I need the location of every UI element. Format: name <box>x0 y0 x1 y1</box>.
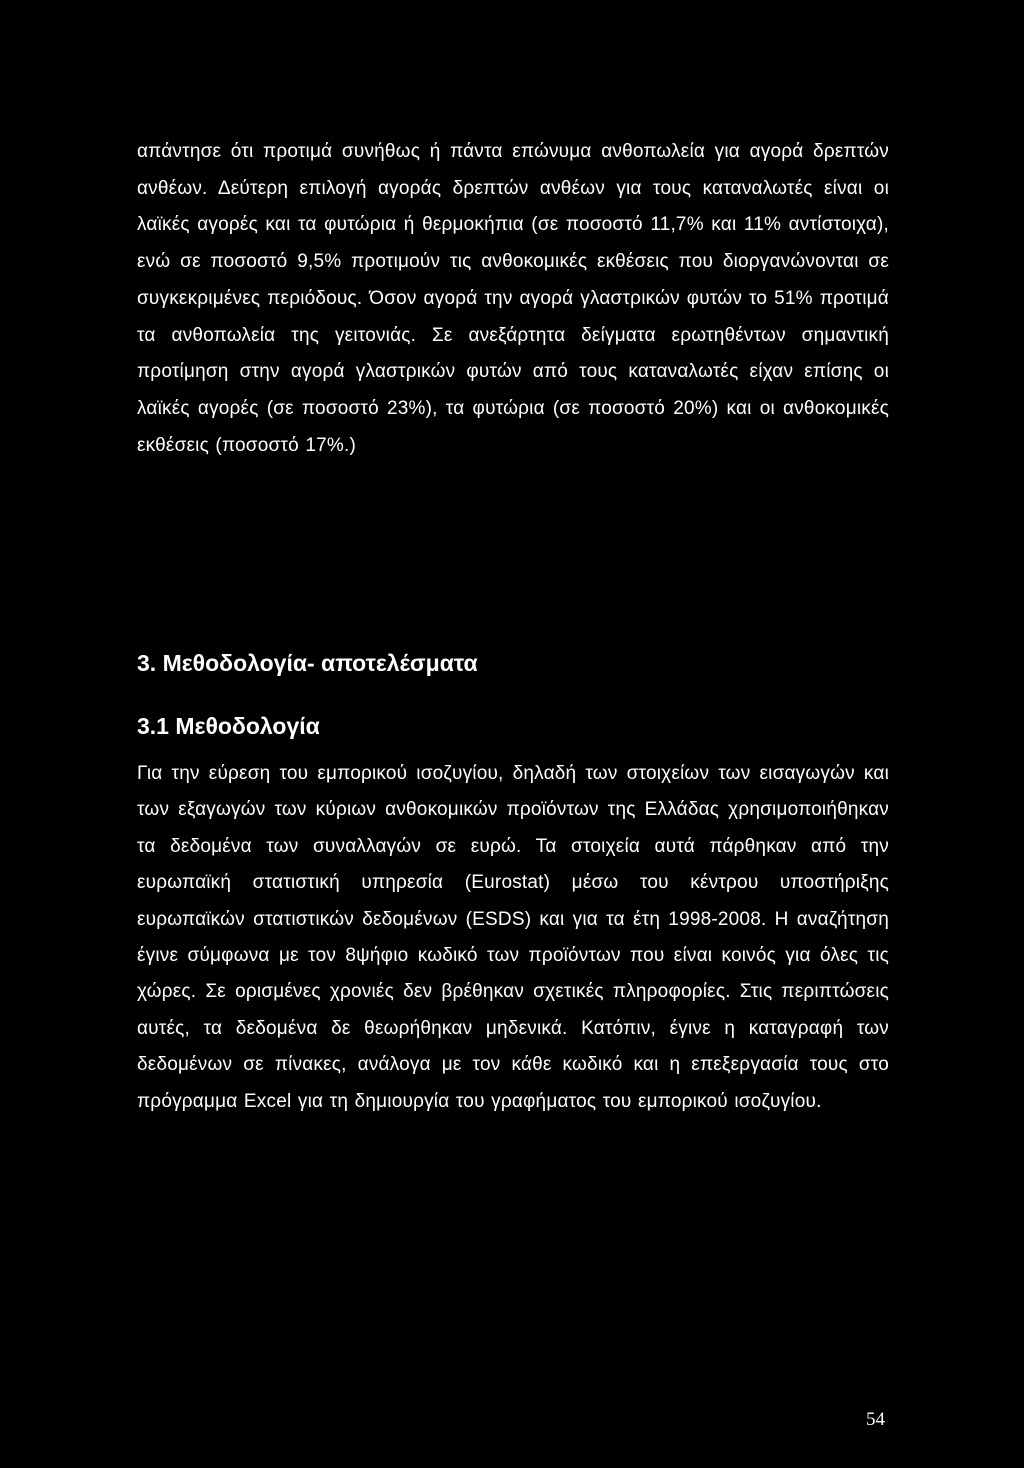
subsection-heading: 3.1 Μεθοδολογία <box>137 713 320 739</box>
page-number: 54 <box>866 1409 885 1430</box>
body-paragraph-methodology: Για την εύρεση του εμπορικού ισοζυγίου, δηλαδή των στοιχείων των εισαγωγών και των εξαγωγών των κύριων ανθοκομικών προϊόντων της Ελλάδας χρησιμοποιήθηκαν τα δεδομένα των συναλλαγών σε ευρώ. Τα στοιχεία αυτά πάρθηκαν από την ευρωπαϊκή στατιστική υπηρεσία (Eurostat) μέσω του κέντρου υποστήριξης ευρωπαϊκών στατιστικών δεδομένων (ESDS) και για τα έτη 1998-2008. Η αναζήτηση έγινε σύμφωνα με τον 8ψήφιο κωδικό των προϊόντων που είναι κοινός για όλες τις χώρες. Σε ορισμένες χρονιές δεν βρέθηκαν σχετικές πληροφορίες. Στις περιπτώσεις αυτές, τα δεδομένα δε θεωρήθηκαν μηδενικά. Κατόπιν, έγινε η καταγραφή των δεδομένων σε πίνακες, ανάλογα με τον κάθε κωδικό και η επεξεργασία τους στο πρόγραμμα Excel για τη δημιουργία του γραφήματος του εμπορικού ισοζυγίου. <box>137 763 889 1112</box>
section-heading: 3. Μεθοδολογία- αποτελέσματα <box>137 650 478 676</box>
body-paragraph-consumer-preferences: απάντησε ότι προτιμά συνήθως ή πάντα επώνυμα ανθοπωλεία για αγορά δρεπτών ανθέων. Δεύτερη επιλογή αγοράς δρεπτών ανθέων για τους καταναλωτές είναι οι λαϊκές αγορές και τα φυτώρια ή θερμοκήπια (σε ποσοστό 11,7% και 11% αντίστοιχα), ενώ σε ποσοστό 9,5% προτιμούν τις ανθοκομικές εκθέσεις που διοργανώνονται σε συγκεκριμένες περιόδους. Όσον αγορά την αγορά γλαστρικών φυτών το 51% προτιμά τα ανθοπωλεία της γειτονιάς. Σε ανεξάρτητα δείγματα ερωτηθέντων σημαντική προτίμηση στην αγορά γλαστρικών φυτών από τους καταναλωτές είχαν επίσης οι λαϊκές αγορές (σε ποσοστό 23%), τα φυτώρια (σε ποσοστό 20%) και οι ανθοκομικές εκθέσεις (ποσοστό 17%.) <box>137 141 889 456</box>
